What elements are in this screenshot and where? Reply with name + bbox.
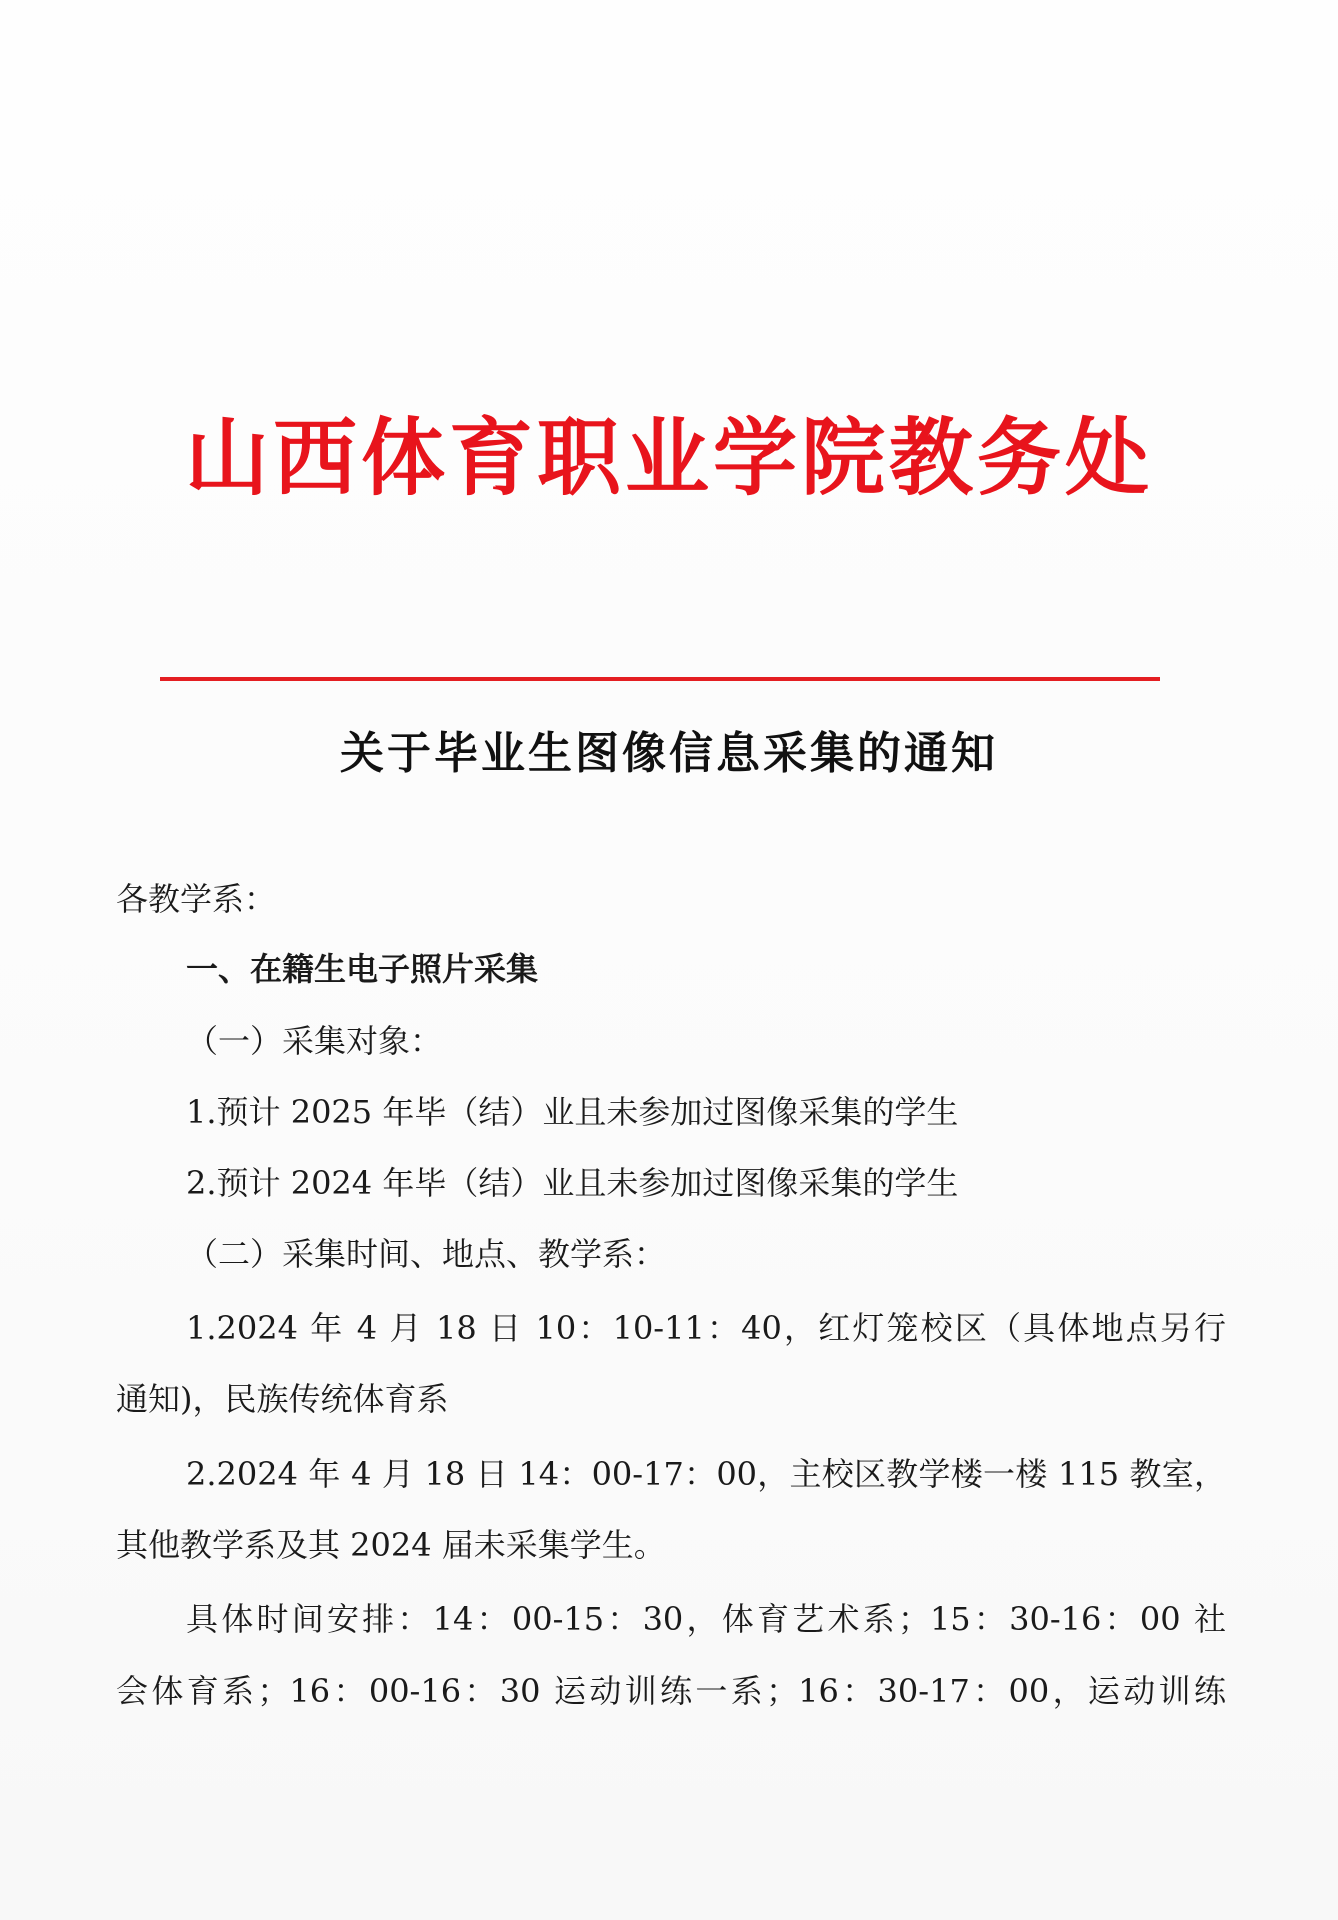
sub1-item-2: 2.预计 2024 年毕（结）业且未参加过图像采集的学生 — [186, 1164, 959, 1202]
sub2-heading: （二）采集时间、地点、教学系： — [186, 1235, 667, 1273]
schedule-line-2: 会体育系；16：00-16：30 运动训练一系；16：30-17：00，运动训练 — [116, 1672, 1226, 1710]
sub2-item-2-line-2: 其他教学系及其 2024 届未采集学生。 — [116, 1526, 666, 1564]
sub2-item-1-line-1: 1.2024 年 4 月 18 日 10：10-11：40，红灯笼校区（具体地点另行 — [186, 1309, 1226, 1347]
sub2-item-1-line-2: 通知)，民族传统体育系 — [116, 1380, 449, 1418]
notice-title: 关于毕业生图像信息采集的通知 — [340, 728, 998, 779]
salutation: 各教学系： — [116, 880, 277, 918]
letterhead-red-rule — [160, 677, 1160, 681]
letterhead-title: 山西体育职业学院教务处 — [184, 409, 1153, 507]
sub2-item-2-line-1: 2.2024 年 4 月 18 日 14：00-17：00，主校区教学楼一楼 115 教室， — [186, 1455, 1226, 1493]
sub1-item-1: 1.预计 2025 年毕（结）业且未参加过图像采集的学生 — [186, 1093, 959, 1131]
sub1-heading: （一）采集对象： — [186, 1022, 443, 1060]
section1-heading: 一、在籍生电子照片采集 — [186, 950, 539, 988]
schedule-line-1: 具体时间安排：14：00-15：30，体育艺术系；15：30-16：00 社 — [186, 1600, 1226, 1638]
